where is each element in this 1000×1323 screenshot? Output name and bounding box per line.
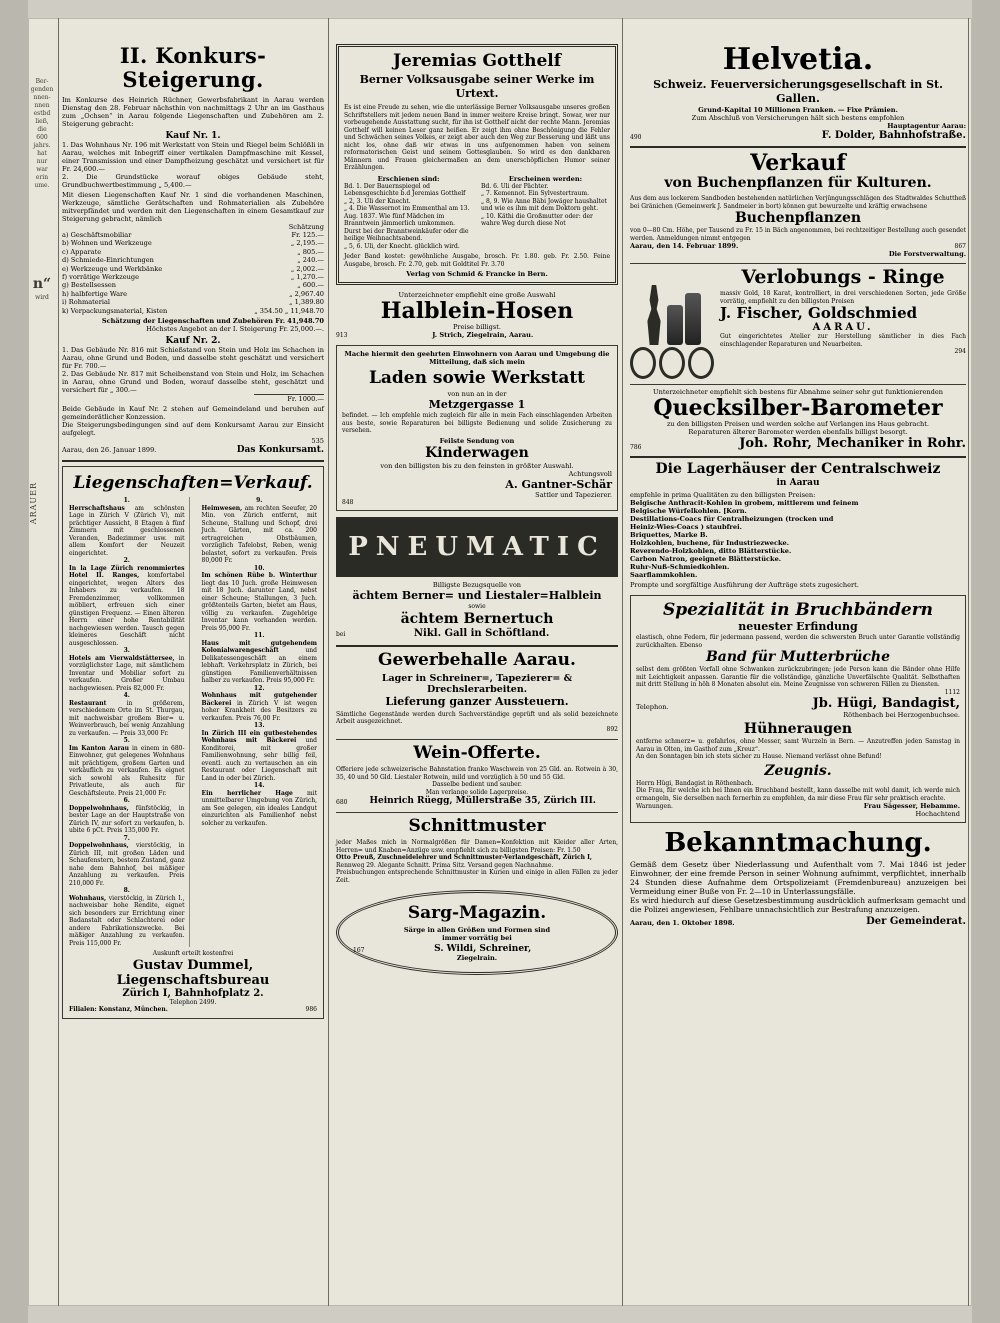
item-number: 7. [123,834,130,842]
bernertuch-ad [336,581,618,639]
gotthelf-title: Jeremias Gotthelf [392,51,562,71]
bekanntmachung-title: Bekanntmachung. [664,828,932,858]
wein-body: Offeriere jede schweizerische Bahnstation franko Waschwein von 25 Gld. an. Rotwein à 30, 35, 40 und 50 Gld. Liestaler Rotwein, mild und vorzüglich à 50 und 55 Gld. [336,766,618,781]
sarg-address: Ziegelrain. [456,954,498,962]
konkurs-total-2: Höchstes Angebot an der I. Steigerung Fr. 25,000.—. [146,325,324,334]
pneumatic-banner [336,517,618,577]
halblein-ad [336,291,618,339]
konkurs-intro: Im Konkurse des Heinrich Rüchner, Gewerbsfabrikant in Aarau werden Dienstag den 28. Februar nächsthin von nachmittags 2 Uhr an im Gasthaus zum „Ochsen“ in Aarau folgende Liegenschaften und Zubehören am 2. Steigerung gebracht: [62,96,324,128]
item-number: 4. [123,692,130,700]
lagerhaeuser-item: Heiniz-Wies-Coacs ) staubfrei. [630,523,742,531]
barometer-body: zu den billigsten Preisen und werden solche auf Verlangen ins Haus gebracht. [666,420,930,428]
bruchband-name: Jb. Hügi, Bandagist, [812,696,960,711]
bekanntmachung-body: Gemäß dem Gesetz über Niederlassung und Aufenthalt vom 7. Mai 1846 ist jeder Einwohner, der eine fremde Person in seiner Wohnung aufnimmt, verpflichtet, innerhalb 24 Stunden diese Aufnahme dem Ortspolizeiamt (Fremdenbureau) anzuzeigen bei Vermeidung einer Buße von Fr. 2—10 in Unterlassungsfälle. [630,860,966,896]
laden-signer: A. Gantner-Schär [505,477,612,491]
zeugnis-closing: Hochachtend [915,810,960,818]
sarg-title: Sarg-Magazin. [407,903,547,923]
helvetia-adnum: 490 [630,133,642,141]
ringe-city: AARAU. [812,322,874,333]
item-number: 12. [254,684,265,692]
ringe-body: massiv Gold, 18 Karat, kontrolliert, in drei verschiedenen Sorten, jede Größe vorrätig, empfiehlt zu den billigsten Preisen [720,290,966,305]
zubehoer-value: Fr. 125.— [291,231,324,239]
wein-ad [336,743,618,806]
clipped-left-column: Ber- genden nnen- nnen estbd ließ, die 600 jahrs. hat nur war erin ume. n“ wird ARAUER [29,78,54,525]
wedding-ring-icon [659,347,685,379]
konkurs-closing: Beide Gebäude in Kauf Nr. 2 stehen auf Gemeindeland und beruhen auf gemeinderätlicher Konzession. [62,405,324,422]
published-item: „ 4. Die Wassernot im Emmenthal am 13. Aug. 1837. Wie fünf Mädchen im Branntwein jämmerlich umkommen. Durst bei der Branntweinkäufer oder die heilige Weihnachtsabend. [344,205,470,242]
gotthelf-subtitle: Berner Volksausgabe seiner Werke im Urtext. [359,73,595,100]
item-number: 14. [254,782,265,790]
trophy-cup-icon [685,293,701,345]
wedding-ring-icon [688,347,714,379]
gotthelf-publisher: Verlag von Schmid & Francke in Bern. [406,270,548,278]
laden-role: Sattler und Tapezierer. [535,490,612,499]
zubehoer-label: k) Verpackungsmaterial, Kisten [62,306,168,315]
kauf1-title: Kauf Nr. 1. [165,131,221,141]
gewerbehalle-adnum: 892 [606,725,618,733]
zubehoer-value: „ 354.50 „ 11,948.70 [254,306,324,315]
item-body: fünfstöckig, in bester Lage an der Hauptstraße von Zürich IV, zur sofort zu verkaufen, b. ubite 6 pCt. Preis 135,000 Fr. [69,804,185,835]
zubehoer-value: „ 2,002.— [290,264,324,273]
zubehoer-label: g) Bestellsessen [62,281,116,290]
lagerhaeuser-item: Belgische Anthracit-Kohlen in grobem, mittlerem und feinem [630,499,859,507]
zeugnis-addressee: Herrn Hügi, Bandagist in Röthenbach. [636,779,754,787]
lagerhaeuser-sub: in Aarau [776,478,820,488]
helvetia-subtitle: Schweiz. Feuerversicherungsgesellschaft in St. Gallen. [653,78,943,105]
wein-body2: Dasselbe bedient und sauber. [432,781,522,788]
item-number: 10. [254,564,265,572]
zubehoer-value: „ 2,195.— [290,239,324,248]
wein-body3: Man verlange solide Lagerpreise. [425,788,529,796]
zubehoer-value: „ 240.— [297,256,324,265]
bernertuch-line3: sowie [468,603,486,610]
schnittmuster-body: jeder Maßes mich in Normalgrößen für Damen=Konfektion mit Kleider aller Arten, Herren= und Knaben=Anzüge usw. empfiehlt sich zu billigsten Preisen: Fr. 1.50 [336,839,618,854]
schnittmuster-note: Preisbuchungen entsprechende Schnittmuster in Kurien und einige in allen Fällen zu jeder Zeit. [336,869,618,884]
bruchband-telephone: Telephon. [636,703,669,711]
konkurs-ad [62,44,324,454]
helvetia-line3: Hauptagentur Aarau: [887,122,966,130]
barometer-title: Quecksilber-Barometer [653,395,943,421]
kauf2-item-2: 2. Das Gebäude Nr. 817 mit Scheibenstand von Stein und Holz, im Schachen in Aarau, ohne Grund und Boden, worauf dasselbe steht, geschätzt und versichert für „ 300.— [62,370,324,395]
bruchband-title: Spezialität in Bruchbändern [662,600,934,620]
helvetia-ad [630,44,966,141]
laden-body2: Feilste Sendung von [439,436,515,445]
konkurs-adnum: 535 [311,437,324,446]
bruchband-mid: Band für Mutterbrüche [705,649,891,665]
lagerhaeuser-item: Reverendo-Holzkohlen, ditto Blätterstücke. [630,547,792,555]
zeugnis-body: Die Frau, für welche ich bei Ihnen ein Bruchband bestellt, kann dasselbe mit wohl damit, ich werde mich ermangeln, Sie derselben nach fernerhin zu empfehlen, da mir diese Frau für sehr praktisch erachte. [636,787,960,802]
bekanntmachung-signer: Der Gemeinderat. [866,916,966,927]
item-number: 2. [123,557,130,565]
wein-title: Wein-Offerte. [413,743,541,763]
lagerhaeuser-title: Die Lagerhäuser der Centralschweiz [655,461,941,477]
bruchband-address: Röthenbach bei Herzogenbuchsee. [843,711,960,719]
bernertuch-line2: ächtem Berner= und Liestaler=Halblein [352,589,602,602]
item-number: 5. [123,737,130,745]
kauf2-item-1: 1. Das Gebäude Nr. 816 mit Schießstand von Stein und Holz im Schachen in Aarau, ohne Grund und Boden, und dasselbe steht geschätzt und versichert für Fr. 700.— [62,346,324,371]
item-body: am rechten Seeufer, 20 Min. von Zürich entfernt, mit Scheune, Stallung und Schopf, drei Juch. Gärten, mit ca. 200 ertragreichen Obstbäumen, vorzüglich Tafelobst, Reben, wenig belastet, sofort zu verkaufen. Preis 80,000 Fr. [201,504,317,565]
gotthelf-published-head: Erschienen sind: [377,174,440,183]
buchen-ad [630,151,966,258]
laden-ad [336,345,618,511]
buchen-adnum: 867 [954,242,966,250]
forthcoming-item: „ 7. Kemennot. Ein Sylvestertraum. [481,190,589,197]
konkurs-total-1: Schätzung der Liegenschaften und Zubehören Fr. 41,948.70 [101,317,324,326]
item-body: komfortabel eingerichtet, wegen Alters des Inhabers zu verkaufen. 18 Fremdenzimmer, vollkommen möbliert, erfreuen sich einer günstigen Frequenz. — Einen älteren Herrn einer hohe Rentabilität nachgewiesen werden. Tausch gegen kleineres Geschäft nicht ausgeschlossen. [69,572,185,647]
barometer-ad [630,388,966,451]
liegenschaften-title: Liegenschaften=Verkauf. [73,473,313,494]
gewerbehalle-line3: Sämtliche Gegenstände werden durch Sachverständige geprüft und als solid bezeichnete Arbeit ausgezeichnet. [336,710,618,725]
item-title: Haus mit gutgehendem Kolonialwarengeschäft [201,639,317,655]
zubehoer-label: b) Wohnen und Werkzeuge [62,239,152,248]
buchen-title-2: von Buchenpflanzen für Kulturen. [664,175,932,191]
laden-body: befindet. — Ich empfehle mich zugleich für alle in mein Fach einschlagenden Arbeiten aus beste, sowie Reparaturen bei billigste Bedienung und solide Zusicherung zu versehen. [342,412,612,434]
ringe-note: Gut eingerichtetes Atelier zur Herstellung sämtlicher in dies Fach einschlagender Reparaturen und Neuarbeiten. [720,333,966,348]
bruchband-sub: neuester Erfindung [738,620,858,633]
huehneraugen-title: Hühneraugen [743,721,853,737]
paper-sheet [28,18,972,1306]
item-title: In Zürich III ein gutbestehendes Wohnhaus mit Bäckerei [201,729,317,745]
gewerbehalle-title: Gewerbehalle Aarau. [378,649,576,670]
buchen-signer: Die Forstverwaltung. [888,250,966,258]
liegenschaften-ad [62,466,324,1019]
gotthelf-forthcoming-head: Erscheinen werden: [508,174,583,183]
gotthelf-ad [336,44,618,285]
halblein-title: Halblein-Hosen [380,298,574,324]
ringe-goldsmith-name: J. Fischer, Goldschmied [720,304,918,322]
helvetia-capital: Grund-Kapital 10 Millionen Franken. — Fixe Prämien. [698,106,898,114]
item-body: vierstöckig, in Zürich I., nachweisbar hohe Rendite, eignet sich besonders zur Errichtung einer Badanstalt oder Schlachterei oder andere Fabrikationszwecke. Bei mäßiger Anzahlung zu verkaufen. Preis 115,000 Fr. [69,894,185,947]
kauf2-sum: Fr. 1000.— [254,394,324,403]
lagerhaeuser-item: Ruhr-Nuß-Schmiedkohlen. [630,563,730,571]
item-number: 6. [123,797,130,805]
item-title: Doppelwohnhaus, [69,842,129,850]
helvetia-line2: Zum Abschluß von Versicherungen hält sich bestens empfohlen [691,114,905,122]
halblein-pre: Unterzeichneter empfiehlt eine große Auswahl [398,291,556,299]
konkurs-date: Aarau, den 26. Januar 1899. [62,446,157,455]
buchen-date: Aarau, den 14. Februar 1899. [630,242,739,250]
laden-head: Mache hiermit den geehrten Einwohnern von Aarau und Umgebung die Mitteilung, daß sich mein [344,350,610,366]
item-body: in größerem, verschiedenem Orte im St. Thurgau, mit nachweisbar großem Bier= u. Weinverbrauch, bei wenig Anzahlung zu verkaufen. — Preis 33,000 Fr. [69,699,185,737]
wein-adnum: 680 [336,798,348,806]
bekanntmachung-date: Aarau, den 1. Oktober 1898. [630,919,735,927]
zubehoer-label: e) Werkzeuge und Werkbänke [62,264,163,273]
lagerhaeuser-item: Belgische Würfelkohlen. [Korn. [630,507,747,515]
item-body: und Delikatessengeschäft an einem lebhaft. Verkehrsplatz in Zürich, bei günstigen Familienverhältnissen halber zu verkaufen. Preis 95,000 Fr. [201,647,317,685]
gotthelf-price: Jeder Band kostet: gewöhnliche Ausgabe, brosch. Fr. 1.80. geb. Fr. 2.50. Feine Ausgabe, brosch. Fr. 2.70, geb. mit Goldtitel Fr. 3.70 [344,253,610,268]
kauf1-item-1: 1. Das Wohnhaus Nr. 196 mit Werkstatt von Stein und Riegel beim Schlößli in Aarau, welches mit Inbegriff einer vertikalen Dampfmaschine mit Kessel, einer Transmission und einer Dampfheizung geschätzt und versichert ist für Fr. 24,600.— [62,141,324,173]
agency-telephone: Telephon 2499. [169,998,217,1006]
konkurs-closing-2: Die Steigerungsbedingungen sind auf dem Konkursamt Aarau zur Einsicht aufgelegt. [62,421,324,438]
ringe-ad [630,267,966,379]
zubehoer-label: f) vorrätige Werkzeuge [62,273,140,282]
item-number: 11. [254,632,265,640]
item-title: Wohnhaus, [69,894,107,902]
item-title: In la Lage Zürich renommiertes Hotel II. Ranges, [69,564,185,580]
liegenschaften-left-list [69,497,190,947]
laden-adnum: 848 [342,498,354,506]
statue-figure-icon [643,285,665,345]
item-body: am schönsten Lage in Zürich V (Zürich V), mit prächtiger Aussicht, 8 Etagen à fünf Zimmern mit geschlossenen Veranden, Badezimmer usw. mit allem Komfort der Neuzeit eingerichtet. [69,504,185,557]
ringe-title: Verlobungs - Ringe [741,266,945,288]
buchen-body: Aus dem aus lockerem Sandboden bestehenden natürlichen Verjüngungsschlägen des Stadtwaldes Schuttheß bei Gränichen (Gemeinwerk J. Sandmeier in bort) können gut bewurzelte und kräftig erwachsene [630,195,966,210]
item-body: vierstöckig, in Zürich III, mit großen Läden und Schaufenstern, bestem Zustand, ganz nahe dem Bahnhof, bei mäßiger Anzahlung zu verkaufen. Preis 210,000 Fr. [69,842,185,887]
lagerhaeuser-item: Destillations-Coacs für Centralheizungen (trocken und [630,515,834,523]
buchen-mid: Buchenpflanzen [734,210,862,226]
gewerbehalle-line2: Lieferung ganzer Aussteuern. [385,694,569,708]
agency-name: Gustav Dummel, Liegenschaftsbureau [116,957,270,988]
item-body: und Konditorei, mit großer Familienwohnung, sehr billig feil, eventl. auch zu vertauschen an ein Restaurant oder Liegenschaft mit Land in oder bei Zürich. [201,737,317,782]
bruchband-body: elastisch, ohne Federn, für jedermann passend, werden die schwersten Bruch unter Garantie vollständig zurückhalten. Ebenso [636,634,960,649]
lagerhaeuser-ad [630,461,966,589]
item-title: Restaurant [69,699,107,707]
laden-address: Metzgergasse 1 [428,398,526,411]
item-number: 13. [254,722,265,730]
bernertuch-signer: Nikl. Gall in Schöftland. [413,627,550,639]
liegenschaften-right-list [198,497,318,947]
zubehoer-list [62,231,324,315]
item-body: in einem in 680-Einwohner, gut gelegenes Wohnhaus mit prächtigem, großem Garten und verkäuflich zu verkaufen. Es eignet sich sowohl als Ruhesitz für Privatleute, als auch für Geschäftsleute. Preis 21,000 Fr. [69,744,185,797]
bekanntmachung-body-2: Es wird hiedurch auf diese Gesetzesbestimmung ausdrücklich aufmerksam gemacht und die Polizei angewiesen, Fehlbare unnachsichtlich zur Bestrafung anzuzeigen. [630,896,966,914]
lagerhaeuser-item: Saarflammkohlen. [630,571,698,579]
bruchband-ad [630,595,966,823]
schnittmuster-signer: Otto Preuß, Zuschneidelehrer und Schnittmuster-Verlandgeschäft, Zürich I, [336,854,592,861]
bekanntmachung-ad [630,829,966,927]
item-body: mit unmittelbarer Umgebung von Zürich, am See gelegen, ein ideales Landgut einzurichten als Familienhof nebst solcher zu verkaufen. [201,789,317,827]
lagerhaeuser-body: empfehle in prima Qualitäten zu den billigsten Preisen: [630,491,816,499]
forthcoming-item: „ 8, 9. Wie Anne Bäbi Jowäger haushaltet und wie es ihm mit dem Doktorn geht. [481,197,607,212]
konkurs-title: II. Konkurs-Steigerung. [119,43,267,92]
item-body: liegt das 10 Juch. große Heimwesen mit 18 Juch. darunter Land, nebst einer Scheune; Stallungen, 3 Juch. größtenteils Garten, bietet am Haus, völlig zu verkaufen. Zugehörige Inventar kann vorhanden werden. Preis 95,000 Fr. [201,579,317,632]
zubehoer-value: „ 600.— [297,281,324,290]
gotthelf-body: Es ist eine Freude zu sehen, wie die unterlässige Berner Volksausgabe unseres großen Schriftstellers mit jedem neuen Band in immer weitere Kreise bringt. Sowar, wer nur vorbeugehende Ausstattung sucht, für ihn ist Gotthelf nicht der rechte Mann. Jeremias Gotthelf will keinen Leser ganz heißen. Er zeigt ihm ohne Beschönigung die Fehler und Schwächen seines Volkes, er zeigt aber auch den Weg zur Besserung und läßt uns nicht los, ohne daß wir etwas in uns aufgenommen haben von seinem reformatorischen Geist und seinem Gottesglauben. So wird es den dankbaren Männern und Frauen gleichermaßen an dem unerschöpflichen Humor seiner Erzählungen. [344,104,610,171]
item-title: Doppelwohnhaus, [69,804,129,812]
zubehoer-label: i) Rohmaterial [62,298,110,307]
gewerbehalle-ad [336,650,618,734]
ringe-adnum: 294 [954,348,966,355]
kauf2-title: Kauf Nr. 2. [165,336,221,347]
schnittmuster-address: Rennweg 29. Alegante Schnitt. Prima Sitz. Versand gegen Nachnahme. [336,861,554,869]
sarg-line1: Särge in allen Größen und Formen sind [403,926,551,934]
zubehoer-label: h) halbfertige Ware [62,289,128,298]
wein-signer: Heinrich Rüegg, Müllerstraße 35, Zürich III. [369,796,596,806]
huehneraugen-body-2: An den Sonntagen bin ich stets sicher zu Hause. Niemand verlässt ohne Befund! [636,753,882,760]
barometer-body-2: Reparaturen älterer Barometer werden ebenfalls billigst besorgt. [688,428,908,436]
item-title: Heimwesen, [201,504,243,512]
lagerhaeuser-closing: Prompte und sorgfältige Ausführung der Aufträge stets zugesichert. [630,581,859,589]
bernertuch-line4: ächtem Bernertuch [400,610,554,627]
sarg-adnum: 167 [353,946,365,954]
item-number: 8. [123,887,130,895]
lagerhaeuser-items [630,499,966,579]
huehneraugen-body: entferne schmerz= u. gefahrlos, ohne Messer, samt Wurzeln in Bern. — Anzutreffen jeden Samstag in Aarau in Olten, im Gasthof zum „Kreuz“. [636,738,960,753]
item-title: Herrschaftshaus [69,504,125,512]
zubehoer-intro: Mit diesen Liegenschaften Kauf Nr. 1 sind die vorhandenen Maschinen, Werkzeuge, sämtliche Gerätschaften und Rohmaterialien als Zubehöre mitverpfändet und werden mit den Liegenschaften in einem Gesamtkauf zur Steigerung gebracht, nämlich [62,191,324,223]
sarg-signer: S. Wildi, Schreiner, [434,944,532,954]
zubehoer-label: d) Schmiede-Einrichtungen [62,256,154,265]
zeugnis-signer: Frau Sägesser, Hebamme. [863,802,960,810]
laden-line2: von nun an in der [447,390,507,398]
kauf1-item-2: 2. Die Grundstücke worauf obiges Gebäude steht, Grundbuchwertbestimmung „ 5,400.— [62,173,324,189]
item-body: in Zürich V ist wegen hoher Krankheit des Besitzers zu verkaufen. Preis 76,00 Fr. [201,699,317,722]
lagerhaeuser-item: Briquettes, Marke B. [630,531,708,539]
left-page-edge [0,0,28,1323]
pneumatic-word: PNEUMATIC [344,532,610,562]
column-1 [62,44,324,1025]
zubehoer-value: „ 1,389.80 [289,298,324,307]
item-title: Ein herrlicher Hage [201,789,293,797]
forthcoming-item: „ 10. Käthi die Großmutter oder: der wahre Weg durch diese Not [481,212,593,227]
laden-kinderwagen: Kinderwagen [425,444,529,461]
zubehoer-value: „ 805.— [297,247,324,256]
schatzung-label: Schätzung [288,223,324,231]
zubehoer-value: „ 1,270.— [290,273,324,282]
laden-title: Laden sowie Werkstatt [368,368,586,388]
item-number: 3. [123,647,130,655]
item-number: 9. [256,497,263,505]
item-body: in vorzüglichster Lage, mit sämtlichem Inventar und Mobiliar sofort zu verkaufen. Großer Umbau nachgewiesen. Preis 82,000 Fr. [69,654,185,692]
liegenschaften-footnote: Auskunft erteilt kostenfrei [152,950,234,958]
buchen-body-2: von 0—80 Cm. Höhe, per Tausend zu Fr. 15 in Bäch angenommen, bei rechtzeitiger Bestellung auch gesendet werden. Anmeldungen nimmt entgegen [630,227,966,242]
item-title: Hotels am Vierwaldstättersee, [69,654,175,662]
zubehoer-value: „ 2,967.40 [289,289,324,298]
barometer-adnum: 786 [630,443,642,451]
gewerbehalle-line1: Lager in Schreiner=, Tapezierer= & Drechslerarbeiten. [381,672,573,695]
trophy-cup-icon [667,305,683,345]
agency-address: Zürich I, Bahnhofplatz 2. [122,987,264,999]
schnittmuster-title: Schnittmuster [408,816,546,836]
agency-adnum: 986 [305,1006,317,1014]
bruchband-warning: Warnungen. [636,802,673,810]
column-3 [630,44,966,927]
published-item: „ 2, 3. Uli der Knecht. [344,197,411,205]
zubehoer-label: c) Apparate [62,247,102,256]
zeugnis-title: Zeugnis. [764,762,832,779]
helvetia-title: Helvetia. [722,42,874,77]
barometer-pre: Unterzeichneter empfiehlt sich bestens für Abnahme seiner sehr gut funktionierenden [653,388,943,396]
wedding-ring-icon [630,347,656,379]
right-page-edge [972,0,1000,1323]
bernertuch-line5: bei [336,631,346,638]
column-2 [336,44,618,975]
agency-branches: Filialen: Konstanz, München. [69,1006,168,1014]
sarg-line2: immer vorrätig bei [442,934,512,942]
item-title: Wohnhaus mit gutgehender Bäckerei [201,692,317,707]
halblein-adnum: 913 [336,331,348,339]
published-item: „ 5, 6. Uli, der Knecht. glücklich wird. [344,242,460,250]
forthcoming-item: Bd. 6. Uli der Pächter. [481,182,549,190]
buchen-title-1: Verkauf [750,150,846,176]
laden-closing: Achtungsvoll [568,469,612,478]
laden-body3: von den billigsten bis zu den feinsten in größter Auswahl. [380,461,574,470]
published-item: Bd. 1. Der Bauernspiegel od Lebensgeschichte b.d Jeremias Gotthelf [344,182,466,197]
item-title: Im Kanton Aarau [69,744,130,752]
halblein-sub: Preise billigst. [453,323,501,331]
item-title: Im schönen Rübe b. Winterthur [201,572,317,580]
bruchband-adnum: 1112 [944,688,960,696]
halblein-signer: J. Strich, Ziegelrain, Aarau. [432,331,534,339]
lagerhaeuser-item: Carbon Natron, geeignete Blätterstücke. [630,555,782,563]
bernertuch-line1: Billigste Bezugsquelle von [432,581,522,589]
lagerhaeuser-item: Holzkohlen, buchene, für Industriezwecke. [630,539,790,547]
ringe-illustration [630,267,714,379]
barometer-signer: Joh. Rohr, Mechaniker in Rohr. [739,436,966,451]
helvetia-signer: F. Dolder, Bahnhofstraße. [821,130,966,141]
item-number: 1. [123,497,130,505]
zubehoer-label: a) Geschäftsmobiliar [62,231,132,239]
konkurs-signer: Das Konkursamt. [236,445,324,456]
bruchband-body-2: selbst dem größten Vorfall ohne Schwanken zurückzubringen; jede Person kann die Bänder ohne Hilfe mit Leichtigkeit anpassen. Garantie für die vollständige, gänzliche Unverfälschte Qualität. Selbsthaften mit dritt Stellung in höh 8 Monaten absolut ein. Meine Zeugnisse von schweren Fällen zu Diensten. [636,666,960,688]
schnittmuster-ad [336,816,618,884]
sarg-ad [336,890,618,975]
